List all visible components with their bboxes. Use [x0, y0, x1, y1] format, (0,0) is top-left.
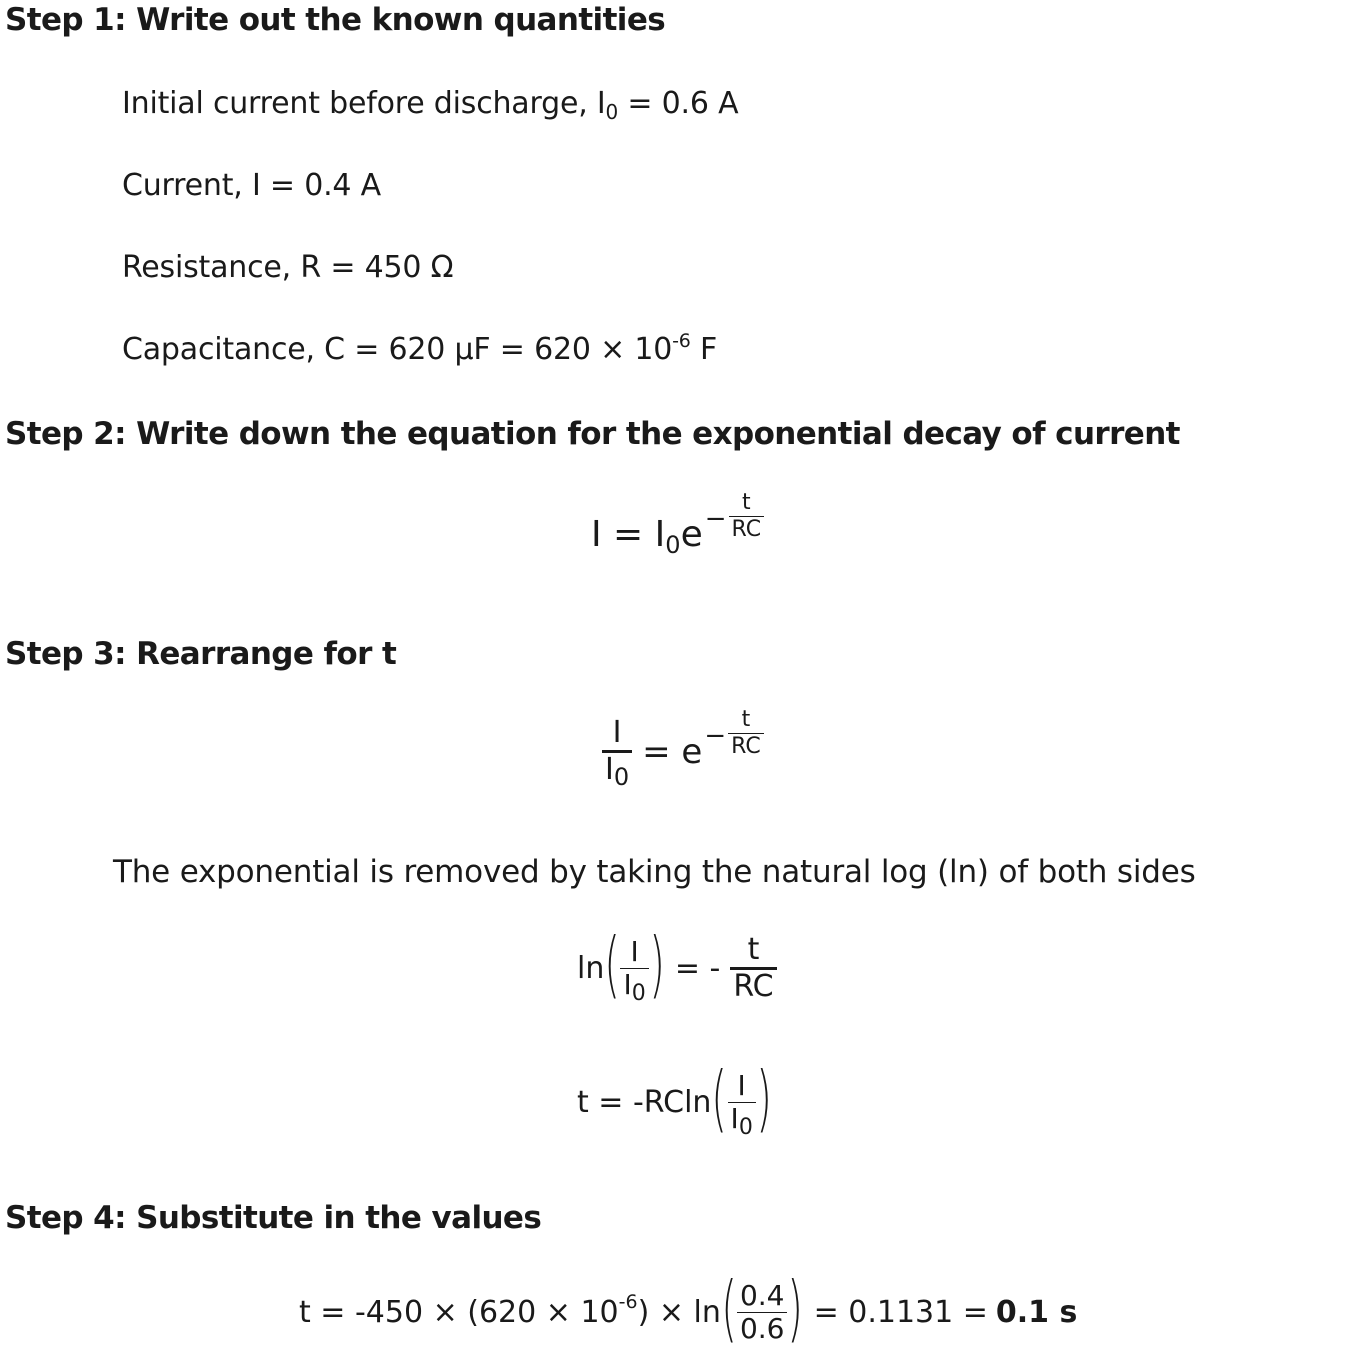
eq3-denominator-symbol: I [623, 967, 632, 1001]
eq4-left-paren: ( [711, 1056, 728, 1140]
eq2-exponent-fraction [728, 709, 764, 758]
equation-substitution [299, 1266, 1078, 1350]
eq1-exponent-denominator: RC [729, 516, 765, 541]
eq2-numerator: I [612, 715, 622, 750]
eq4-denominator-subscript: 0 [738, 1114, 753, 1140]
step-2-heading: Step 2: Write down the equation for the exponential decay of current [5, 416, 1180, 452]
eq1-exponent-numerator: t [741, 490, 751, 515]
eq5-fraction [737, 1278, 788, 1345]
eq2-denominator-symbol: I [605, 752, 614, 787]
eq5-answer: 0.1 s [995, 1294, 1078, 1330]
eq5-left-paren: ( [721, 1266, 737, 1350]
known-capacitance [122, 332, 717, 367]
initial-current-subscript: 0 [605, 100, 619, 124]
capacitance-exponent: -6 [672, 330, 691, 352]
eq3-middle: = - [674, 950, 721, 986]
eq5-result: = 0.1131 = [813, 1294, 988, 1330]
eq2-denominator [602, 750, 632, 791]
capacitance-main: Capacitance, C = 620 μF = 620 × 10 [122, 332, 673, 367]
eq1-subscript: 0 [665, 530, 681, 559]
known-current: Current, I = 0.4 A [122, 168, 381, 203]
eq5-lhs: t = -450 × (620 × 10 [299, 1294, 619, 1330]
equation-ratio [602, 707, 764, 791]
eq2-exponent-numerator: t [741, 707, 751, 732]
eq2-fraction [602, 715, 632, 791]
eq1-exponent-fraction [729, 492, 765, 541]
eq4-lhs: t = -RCln [577, 1084, 712, 1120]
known-resistance: Resistance, R = 450 Ω [122, 250, 454, 285]
eq4-numerator: I [737, 1068, 746, 1102]
eq4-fraction [728, 1068, 756, 1140]
initial-current-label: Initial current before discharge, I [122, 86, 606, 121]
eq3-denominator-subscript: 0 [631, 980, 646, 1006]
step-4-heading: Step 4: Substitute in the values [5, 1200, 542, 1236]
eq3-right-paren: ) [649, 922, 665, 1006]
eq2-minus: − [704, 720, 727, 751]
initial-current-value: = 0.6 A [618, 86, 739, 121]
eq3-denominator [620, 967, 648, 1006]
equation-t [577, 1056, 772, 1140]
step-1-heading: Step 1: Write out the known quantities [5, 2, 666, 38]
known-initial-current [122, 86, 739, 124]
eq5-exponent: -6 [618, 1291, 638, 1313]
eq4-denominator [728, 1101, 756, 1140]
eq2-exponent-denominator: RC [728, 733, 764, 758]
eq3-right-numerator: t [747, 931, 760, 967]
equation-exponential-decay [591, 490, 764, 559]
eq5-numerator: 0.4 [739, 1278, 785, 1312]
eq5-right-paren: ) [787, 1266, 804, 1350]
step-3-heading: Step 3: Rearrange for t [5, 636, 397, 672]
eq5-denominator: 0.6 [737, 1312, 788, 1343]
eq3-left-paren: ( [604, 922, 621, 1006]
eq2-middle: = e [642, 731, 703, 772]
eq3-numerator: I [630, 934, 639, 968]
eq1-minus: − [704, 503, 727, 534]
equation-natural-log [577, 922, 777, 1006]
eq3-ln: ln [577, 950, 605, 986]
eq3-right-denominator: RC [730, 967, 776, 1002]
eq4-right-paren: ) [756, 1056, 772, 1140]
eq3-right-fraction [730, 931, 776, 1004]
eq1-e: e [680, 514, 703, 555]
eq5-middle: ) × ln [637, 1294, 721, 1330]
eq3-fraction [620, 934, 648, 1006]
eq4-denominator-symbol: I [730, 1101, 739, 1135]
eq2-denominator-subscript: 0 [613, 763, 630, 791]
explanation-text: The exponential is removed by taking the natural log (ln) of both sides [113, 854, 1196, 890]
eq1-lhs: I = I [591, 514, 666, 555]
capacitance-unit: F [690, 332, 718, 367]
